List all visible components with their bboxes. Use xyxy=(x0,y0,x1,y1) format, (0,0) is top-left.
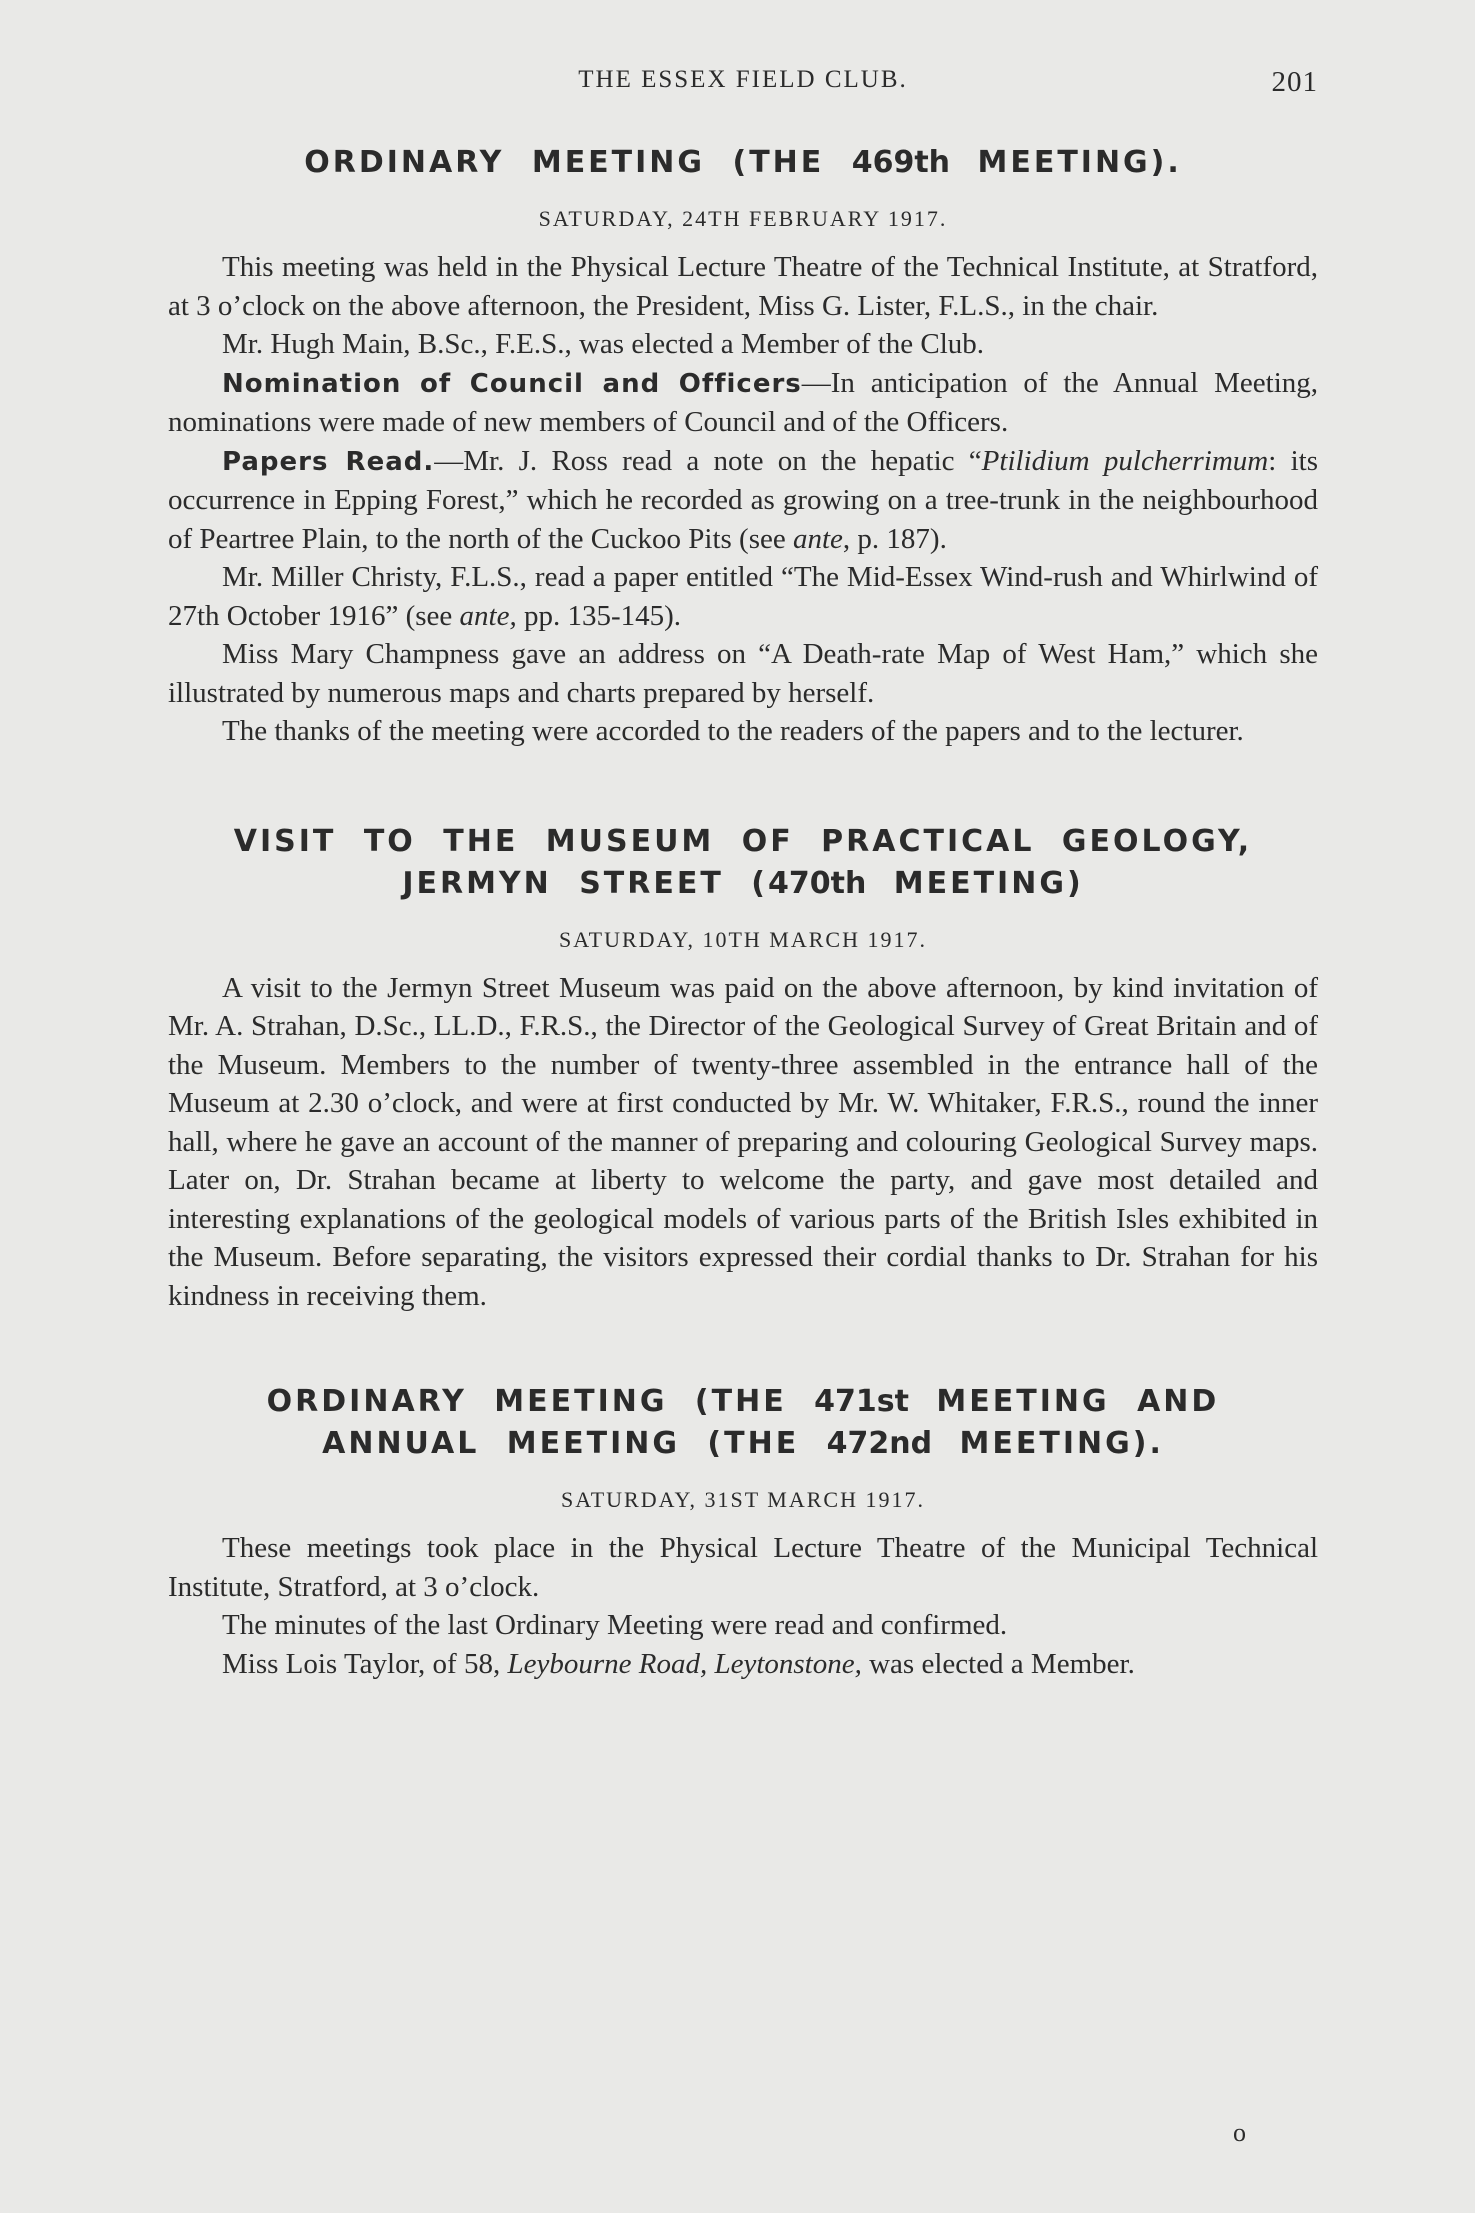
paragraph: Mr. Hugh Main, B.Sc., F.E.S., was elected a Member of the Club. xyxy=(222,328,985,360)
page-content xyxy=(168,142,1318,1683)
paragraph: These meetings took place in the Physical Lecture Theatre of the Municipal Technical Institute, Stratford, at 3 o’clock. xyxy=(168,1532,1318,1603)
paragraph: Mr. Miller Christy, F.L.S., read a paper entitled “The Mid-Essex Wind-rush and Whirlwind of 27th October 1916” (see ante, pp. 135-145). xyxy=(168,561,1318,632)
page-number: 201 xyxy=(1271,66,1318,98)
paragraph: Nomination of Council and Officers—In anticipation of the Annual Meeting, nominations were made of new members of Council and of the Officers. xyxy=(168,366,1318,438)
section-470th-meeting xyxy=(168,821,1318,1316)
section-heading: VISIT TO THE MUSEUM OF PRACTICAL GEOLOGY, JERMYN STREET (470th MEETING) xyxy=(233,823,1253,901)
species-name: Ptilidium pulcherrimum xyxy=(981,444,1269,477)
paragraph: This meeting was held in the Physical Lecture Theatre of the Technical Institute, at Stratford, at 3 o’clock on the above afternoon, the President, Miss G. Lister, F.L.S., in the chair. xyxy=(168,251,1318,322)
paragraph: Miss Mary Champness gave an address on “A Death-rate Map of West Ham,” which she illustrated by numerous maps and charts prepared by herself. xyxy=(168,638,1318,709)
section-heading: ORDINARY MEETING (THE 471st MEETING AND ANNUAL MEETING (THE 472nd MEETING). xyxy=(266,1384,1220,1461)
meeting-date: SATURDAY, 24TH FEBRUARY 1917. xyxy=(538,206,948,231)
run-in-heading: Nomination of Council and Officers xyxy=(222,368,802,399)
running-head xyxy=(168,66,1318,106)
paragraph: Papers Read.—Mr. J. Ross read a note on the hepatic “Ptilidium pulcherrimum: its occurrence in Epping Forest,” which he recorded as growing on a tree-trunk in the neighbourhood of Peartree Plain, to the north of the Cuckoo Pits (see ante, p. 187). xyxy=(168,444,1318,555)
section-heading: ORDINARY MEETING (THE 469th MEETING). xyxy=(304,145,1182,180)
meeting-date: SATURDAY, 10TH MARCH 1917. xyxy=(558,926,927,952)
running-title: THE ESSEX FIELD CLUB. xyxy=(578,66,908,93)
paragraph: The minutes of the last Ordinary Meeting were read and confirmed. xyxy=(222,1609,1008,1641)
signature-mark: o xyxy=(1233,2118,1246,2147)
section-471st-472nd-meeting xyxy=(168,1381,1318,1683)
paragraph: A visit to the Jermyn Street Museum was paid on the above afternoon, by kind invitation of Mr. A. Strahan, D.Sc., LL.D., F.R.S., the Director of the Geological Survey of Great Britain and of the Museum. Members to the number of twenty-three assembled in the entrance hall of the Museum at 2.30 o’clock, and were at first conducted by Mr. W. Whitaker, F.R.S., round the inner hall, where he gave an account of the manner of preparing and colouring Geological Survey maps. Later on, Dr. Strahan became at liberty to welcome the party, and gave most detailed and interesting explanations of the geological models of various parts of the British Isles exhibited in the Museum. Before separating, the visitors expressed their cordial thanks to Dr. Strahan for his kindness in receiving them. xyxy=(168,971,1318,1312)
run-in-heading: Papers Read. xyxy=(222,446,435,477)
address: Leybourne Road, Leytonstone, xyxy=(507,1647,862,1680)
meeting-date: SATURDAY, 31ST MARCH 1917. xyxy=(561,1487,925,1512)
paragraph: The thanks of the meeting were accorded to the readers of the papers and to the lecturer. xyxy=(222,715,1244,747)
paragraph: Miss Lois Taylor, of 58, Leybourne Road, Leytonstone, was elected a Member. xyxy=(222,1647,1135,1680)
section-469th-meeting xyxy=(168,142,1318,751)
